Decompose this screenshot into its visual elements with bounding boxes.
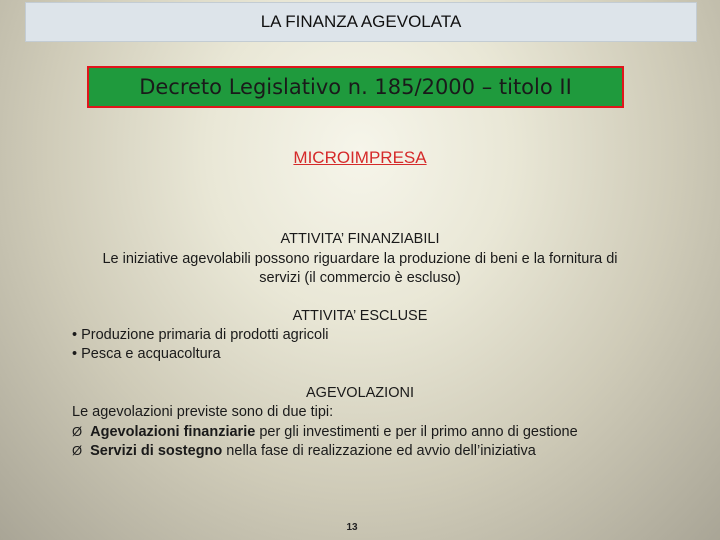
- escluse-heading: ATTIVITA’ ESCLUSE: [292, 308, 428, 324]
- agevolazioni-item-bold: Agevolazioni finanziarie: [90, 424, 256, 440]
- page-number: 13: [346, 522, 358, 533]
- decree-text: Decreto Legislativo n. 185/2000 – titolo II: [139, 75, 572, 99]
- agevolazioni-item-rest: per gli investimenti e per il primo anno di gestione: [255, 424, 578, 440]
- finanziabili-line-1: Le iniziative agevolabili possono riguardare la produzione di beni e la fornitura di: [102, 251, 618, 267]
- slide-header: [25, 2, 697, 42]
- slide-title: LA FINANZA AGEVOLATA: [260, 12, 462, 31]
- arrow-bullet-icon: Ø: [72, 424, 83, 439]
- agevolazioni-item: [72, 424, 578, 440]
- decree-banner: [87, 66, 624, 108]
- microimpresa-subtitle: MICROIMPRESA: [293, 148, 427, 167]
- finanziabili-heading: ATTIVITA’ FINANZIABILI: [280, 231, 440, 247]
- agevolazioni-heading: AGEVOLAZIONI: [306, 385, 414, 401]
- finanziabili-line-2: servizi (il commercio è escluso): [259, 270, 461, 286]
- agevolazioni-item-bold: Servizi di sostegno: [90, 443, 223, 459]
- arrow-bullet-icon: Ø: [72, 443, 83, 458]
- agevolazioni-item: [72, 443, 536, 459]
- escluse-item: • Pesca e acquacoltura: [72, 346, 221, 362]
- agevolazioni-intro: Le agevolazioni previste sono di due tipi:: [72, 404, 334, 420]
- agevolazioni-item-rest: nella fase di realizzazione ed avvio dell’iniziativa: [222, 443, 536, 459]
- escluse-item: • Produzione primaria di prodotti agricoli: [72, 327, 329, 343]
